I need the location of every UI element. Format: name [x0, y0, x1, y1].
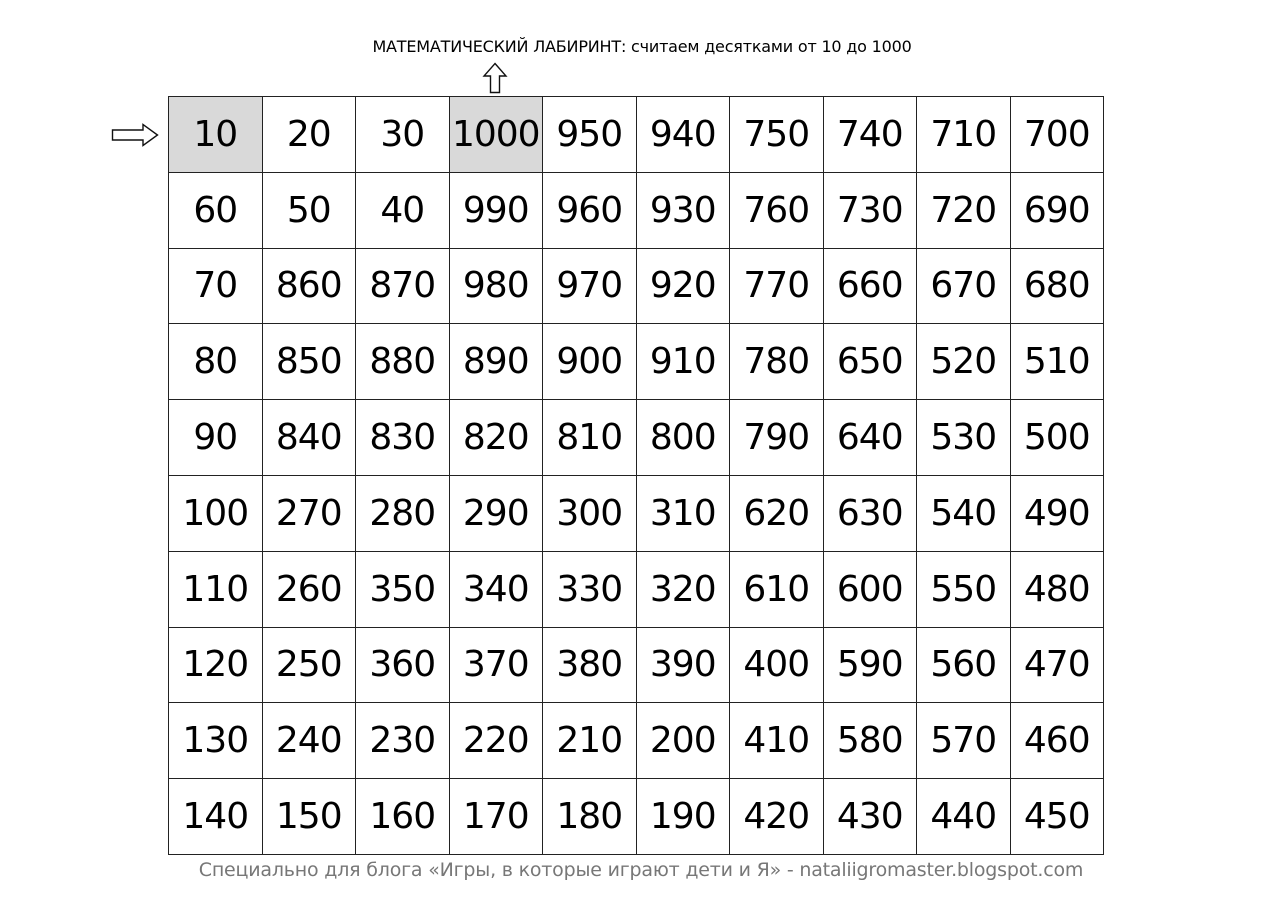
maze-cell: 460 — [1010, 703, 1104, 779]
maze-cell: 510 — [1010, 324, 1104, 400]
maze-cell: 160 — [356, 779, 450, 855]
maze-cell: 640 — [823, 400, 917, 476]
maze-cell: 850 — [262, 324, 356, 400]
maze-cell: 80 — [169, 324, 263, 400]
maze-cell: 650 — [823, 324, 917, 400]
maze-cell: 30 — [356, 97, 450, 173]
maze-cell: 320 — [636, 551, 730, 627]
maze-grid — [168, 96, 1104, 855]
maze-cell: 70 — [169, 248, 263, 324]
maze-cell: 210 — [543, 703, 637, 779]
maze-cell: 560 — [917, 627, 1011, 703]
maze-cell: 900 — [543, 324, 637, 400]
maze-cell: 140 — [169, 779, 263, 855]
maze-cell: 710 — [917, 97, 1011, 173]
maze-row — [169, 703, 1104, 779]
maze-cell: 480 — [1010, 551, 1104, 627]
arrow-up-icon — [482, 62, 508, 94]
maze-cell: 550 — [917, 551, 1011, 627]
maze-cell: 120 — [169, 627, 263, 703]
maze-cell: 880 — [356, 324, 450, 400]
maze-cell: 840 — [262, 400, 356, 476]
maze-cell: 860 — [262, 248, 356, 324]
maze-cell: 520 — [917, 324, 1011, 400]
maze-cell: 780 — [730, 324, 824, 400]
maze-cell: 950 — [543, 97, 637, 173]
page-title: МАТЕМАТИЧЕСКИЙ ЛАБИРИНТ: считаем десятками от 10 до 1000 — [372, 37, 912, 56]
maze-cell: 260 — [262, 551, 356, 627]
maze-cell: 440 — [917, 779, 1011, 855]
maze-cell: 250 — [262, 627, 356, 703]
maze-row — [169, 400, 1104, 476]
maze-cell: 60 — [169, 172, 263, 248]
maze-cell: 720 — [917, 172, 1011, 248]
maze-cell: 360 — [356, 627, 450, 703]
maze-cell: 770 — [730, 248, 824, 324]
maze-cell: 10 — [169, 97, 263, 173]
maze-row — [169, 172, 1104, 248]
maze-cell: 40 — [356, 172, 450, 248]
maze-cell: 990 — [449, 172, 543, 248]
maze-cell: 570 — [917, 703, 1011, 779]
maze-cell: 290 — [449, 475, 543, 551]
maze-cell: 410 — [730, 703, 824, 779]
maze-cell: 100 — [169, 475, 263, 551]
maze-cell: 530 — [917, 400, 1011, 476]
maze-cell: 430 — [823, 779, 917, 855]
maze-cell: 450 — [1010, 779, 1104, 855]
maze-cell: 610 — [730, 551, 824, 627]
arrow-right-icon — [111, 123, 159, 147]
maze-cell: 690 — [1010, 172, 1104, 248]
maze-cell: 200 — [636, 703, 730, 779]
maze-cell: 190 — [636, 779, 730, 855]
maze-cell: 130 — [169, 703, 263, 779]
maze-cell: 110 — [169, 551, 263, 627]
maze-cell: 380 — [543, 627, 637, 703]
maze-cell: 580 — [823, 703, 917, 779]
maze-cell: 700 — [1010, 97, 1104, 173]
maze-row — [169, 627, 1104, 703]
maze-row — [169, 475, 1104, 551]
maze-cell: 910 — [636, 324, 730, 400]
maze-cell: 670 — [917, 248, 1011, 324]
maze-cell: 390 — [636, 627, 730, 703]
maze-cell: 490 — [1010, 475, 1104, 551]
maze-cell: 870 — [356, 248, 450, 324]
footer-credit: Специально для блога «Игры, в которые играют дети и Я» - nataliigromaster.blogspot.com — [198, 859, 1084, 881]
maze-cell: 1000 — [449, 97, 543, 173]
maze-cell: 340 — [449, 551, 543, 627]
maze-cell: 800 — [636, 400, 730, 476]
maze-cell: 810 — [543, 400, 637, 476]
maze-cell: 280 — [356, 475, 450, 551]
maze-cell: 400 — [730, 627, 824, 703]
maze-cell: 420 — [730, 779, 824, 855]
maze-row — [169, 97, 1104, 173]
maze-cell: 660 — [823, 248, 917, 324]
maze-cell: 470 — [1010, 627, 1104, 703]
maze-cell: 680 — [1010, 248, 1104, 324]
maze-cell: 760 — [730, 172, 824, 248]
maze-cell: 370 — [449, 627, 543, 703]
maze-cell: 310 — [636, 475, 730, 551]
maze-cell: 970 — [543, 248, 637, 324]
maze-cell: 170 — [449, 779, 543, 855]
maze-cell: 890 — [449, 324, 543, 400]
maze-row — [169, 324, 1104, 400]
maze-cell: 620 — [730, 475, 824, 551]
maze-cell: 600 — [823, 551, 917, 627]
maze-cell: 300 — [543, 475, 637, 551]
maze-cell: 150 — [262, 779, 356, 855]
maze-cell: 830 — [356, 400, 450, 476]
maze-row — [169, 248, 1104, 324]
maze-cell: 980 — [449, 248, 543, 324]
maze-cell: 740 — [823, 97, 917, 173]
maze-cell: 630 — [823, 475, 917, 551]
maze-cell: 920 — [636, 248, 730, 324]
maze-cell: 590 — [823, 627, 917, 703]
maze-row — [169, 551, 1104, 627]
maze-cell: 930 — [636, 172, 730, 248]
maze-cell: 230 — [356, 703, 450, 779]
maze-cell: 180 — [543, 779, 637, 855]
maze-cell: 500 — [1010, 400, 1104, 476]
maze-cell: 540 — [917, 475, 1011, 551]
maze-cell: 940 — [636, 97, 730, 173]
maze-cell: 330 — [543, 551, 637, 627]
maze-cell: 50 — [262, 172, 356, 248]
maze-cell: 220 — [449, 703, 543, 779]
maze-cell: 730 — [823, 172, 917, 248]
maze-cell: 750 — [730, 97, 824, 173]
maze-cell: 350 — [356, 551, 450, 627]
maze-cell: 820 — [449, 400, 543, 476]
maze-cell: 20 — [262, 97, 356, 173]
maze-cell: 270 — [262, 475, 356, 551]
maze-cell: 240 — [262, 703, 356, 779]
maze-cell: 960 — [543, 172, 637, 248]
maze-row — [169, 779, 1104, 855]
maze-cell: 90 — [169, 400, 263, 476]
maze-cell: 790 — [730, 400, 824, 476]
